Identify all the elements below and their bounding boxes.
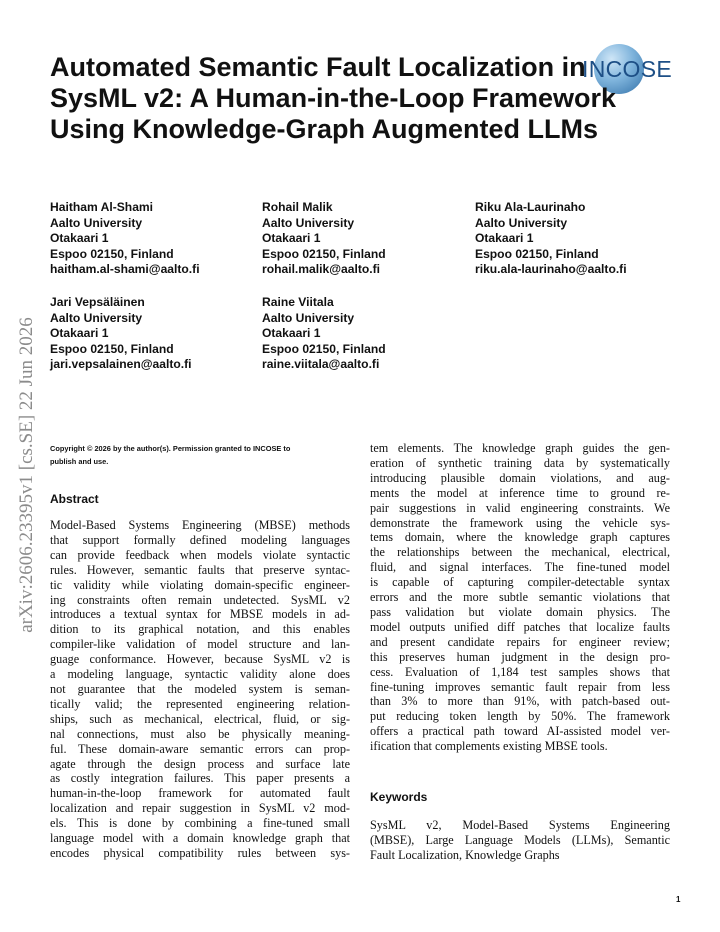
author-street: Otakaari 1 bbox=[475, 231, 534, 245]
keywords-text bbox=[370, 818, 670, 863]
abstract-line: ments the model at inference time to ground re- bbox=[370, 485, 670, 500]
abstract-line: dition to its graphical notation, and this enables bbox=[50, 622, 350, 637]
abstract-line: this preserves human judgment in the design pro- bbox=[370, 649, 670, 664]
abstract-line: introducing plausible domain violations, and aug- bbox=[370, 470, 670, 485]
abstract-line: errors and the more subtle semantic violations that bbox=[370, 590, 670, 605]
abstract-line: can provide feedback when models violate syntactic bbox=[50, 547, 350, 562]
abstract-line: pair suggestions in valid engineering constraints. We bbox=[370, 500, 670, 515]
author-city: Espoo 02150, Finland bbox=[475, 246, 599, 261]
author-street: Otakaari 1 bbox=[262, 326, 321, 340]
author-name: Rohail Malik bbox=[262, 200, 333, 214]
abstract-line: offers a practical path toward AI-assisted model ver- bbox=[370, 724, 670, 739]
abstract-line: nal connections, must also be physically meaning- bbox=[50, 726, 350, 741]
abstract-line: fine-tuning improves semantic fault repair from less bbox=[370, 679, 670, 694]
abstract-line: tically valid; the represented engineering relation- bbox=[50, 696, 350, 711]
abstract-line: and present candidate repairs for engineer review; bbox=[370, 634, 670, 649]
abstract-line: ification that complements existing MBSE tools. bbox=[370, 739, 608, 754]
copyright-line: publish and use. bbox=[50, 457, 109, 466]
abstract-line: eration of synthetic training data by systematically bbox=[370, 455, 670, 470]
author-email[interactable]: rohail.malik@aalto.fi bbox=[262, 262, 380, 276]
author-block bbox=[50, 295, 192, 373]
author-email[interactable]: haitham.al-shami@aalto.fi bbox=[50, 262, 200, 276]
abstract-line: than 3% to more than 91%, with patch-based out- bbox=[370, 694, 670, 709]
author-block bbox=[262, 200, 386, 278]
paper-title bbox=[50, 52, 670, 145]
title-line: SysML v2: A Human-in-the-Loop Framework bbox=[50, 83, 617, 113]
abstract-right-column bbox=[370, 441, 670, 754]
abstract-line: cess. Evaluation of 1,184 test samples shows that bbox=[370, 664, 670, 679]
author-city: Espoo 02150, Finland bbox=[262, 246, 386, 261]
abstract-line: compiler-like validation of model structure and lan- bbox=[50, 637, 350, 652]
abstract-line: tic validity while violating domain-specific engineer- bbox=[50, 577, 350, 592]
logo-text: INCOSE bbox=[582, 56, 672, 82]
keywords-heading: Keywords bbox=[370, 790, 428, 804]
abstract-line: encodes physical compatibility rules between sys- bbox=[50, 845, 350, 860]
author-name: Riku Ala-Laurinaho bbox=[475, 200, 586, 214]
keywords-line: (MBSE), Large Language Models (LLMs), Semantic bbox=[370, 832, 670, 847]
abstract-line: guage conformance. However, because SysML v2 is bbox=[50, 652, 350, 667]
keywords-line: Fault Localization, Knowledge Graphs bbox=[370, 847, 560, 862]
author-street: Otakaari 1 bbox=[50, 326, 109, 340]
author-city: Espoo 02150, Finland bbox=[262, 341, 386, 356]
author-email[interactable]: riku.ala-laurinaho@aalto.fi bbox=[475, 262, 627, 276]
author-affiliation: Aalto University bbox=[262, 310, 355, 325]
title-line: Automated Semantic Fault Localization in bbox=[50, 52, 586, 82]
author-affiliation: Aalto University bbox=[475, 215, 568, 230]
abstract-line: as costly integration failures. This paper presents a bbox=[50, 771, 350, 786]
abstract-line: put reducing token length by 50%. The framework bbox=[370, 709, 670, 724]
author-block bbox=[50, 200, 200, 278]
author-street: Otakaari 1 bbox=[262, 231, 321, 245]
abstract-line: demonstrate the framework using the vehicle sys- bbox=[370, 515, 670, 530]
abstract-line: not guarantee that the modeled system is seman- bbox=[50, 681, 350, 696]
author-block bbox=[475, 200, 627, 278]
author-block bbox=[262, 295, 386, 373]
author-affiliation: Aalto University bbox=[50, 310, 143, 325]
abstract-line: the relationships between the mechanical, electrical, bbox=[370, 545, 670, 560]
author-city: Espoo 02150, Finland bbox=[50, 341, 174, 356]
copyright-line: Copyright © 2026 by the author(s). Permission granted to INCOSE to bbox=[50, 444, 291, 453]
page-number: 1 bbox=[676, 895, 681, 904]
abstract-line: els. This is done by combining a fine-tuned small bbox=[50, 816, 350, 831]
abstract-line: ships, such as mechanical, electrical, fluid, or sig- bbox=[50, 711, 350, 726]
abstract-left-column bbox=[50, 518, 350, 861]
abstract-line: model outputs unified diff patches that localize faults bbox=[370, 619, 670, 634]
abstract-line: ful. These domain-aware semantic errors can prop- bbox=[50, 741, 350, 756]
author-city: Espoo 02150, Finland bbox=[50, 246, 174, 261]
abstract-line: agate through the design process and surface late bbox=[50, 756, 350, 771]
author-email[interactable]: raine.viitala@aalto.fi bbox=[262, 357, 380, 371]
abstract-line: ing constraints often remain undetected. SysML v2 bbox=[50, 592, 350, 607]
abstract-line: rules. However, semantic faults that preserve syntac- bbox=[50, 562, 350, 577]
author-affiliation: Aalto University bbox=[262, 215, 355, 230]
title-line: Using Knowledge-Graph Augmented LLMs bbox=[50, 114, 599, 144]
author-email[interactable]: jari.vepsalainen@aalto.fi bbox=[50, 357, 192, 371]
abstract-heading: Abstract bbox=[50, 492, 99, 506]
abstract-line: Model-Based Systems Engineering (MBSE) methods bbox=[50, 518, 350, 532]
author-name: Raine Viitala bbox=[262, 295, 334, 309]
abstract-line: tem elements. The knowledge graph guides the gen- bbox=[370, 441, 670, 455]
author-name: Jari Vepsäläinen bbox=[50, 295, 145, 309]
abstract-line: human-in-the-loop framework for automated fault bbox=[50, 786, 350, 801]
author-affiliation: Aalto University bbox=[50, 215, 143, 230]
abstract-line: is capable of capturing compiler-detectable syntax bbox=[370, 575, 670, 590]
abstract-line: fluid, and signal interfaces. The fine-tuned model bbox=[370, 560, 670, 575]
keywords-line: SysML v2, Model-Based Systems Engineering bbox=[370, 818, 670, 832]
abstract-line: a modeling language, syntactic validity alone does bbox=[50, 667, 350, 682]
abstract-line: that support formally defined modeling languages bbox=[50, 532, 350, 547]
abstract-line: localization and repair suggestion in SysML v2 mod- bbox=[50, 801, 350, 816]
author-name: Haitham Al-Shami bbox=[50, 200, 154, 214]
copyright-notice bbox=[50, 442, 350, 468]
arxiv-identifier: arXiv:2606.23395v1 [cs.SE] 22 Jun 2026 bbox=[16, 317, 37, 633]
abstract-line: language model with a domain knowledge graph that bbox=[50, 831, 350, 846]
abstract-line: tems domain, where the knowledge graph captures bbox=[370, 530, 670, 545]
abstract-line: introduces a textual syntax for MBSE models in ad- bbox=[50, 607, 350, 622]
author-street: Otakaari 1 bbox=[50, 231, 109, 245]
abstract-line: pass validation but violate domain physics. The bbox=[370, 604, 670, 619]
